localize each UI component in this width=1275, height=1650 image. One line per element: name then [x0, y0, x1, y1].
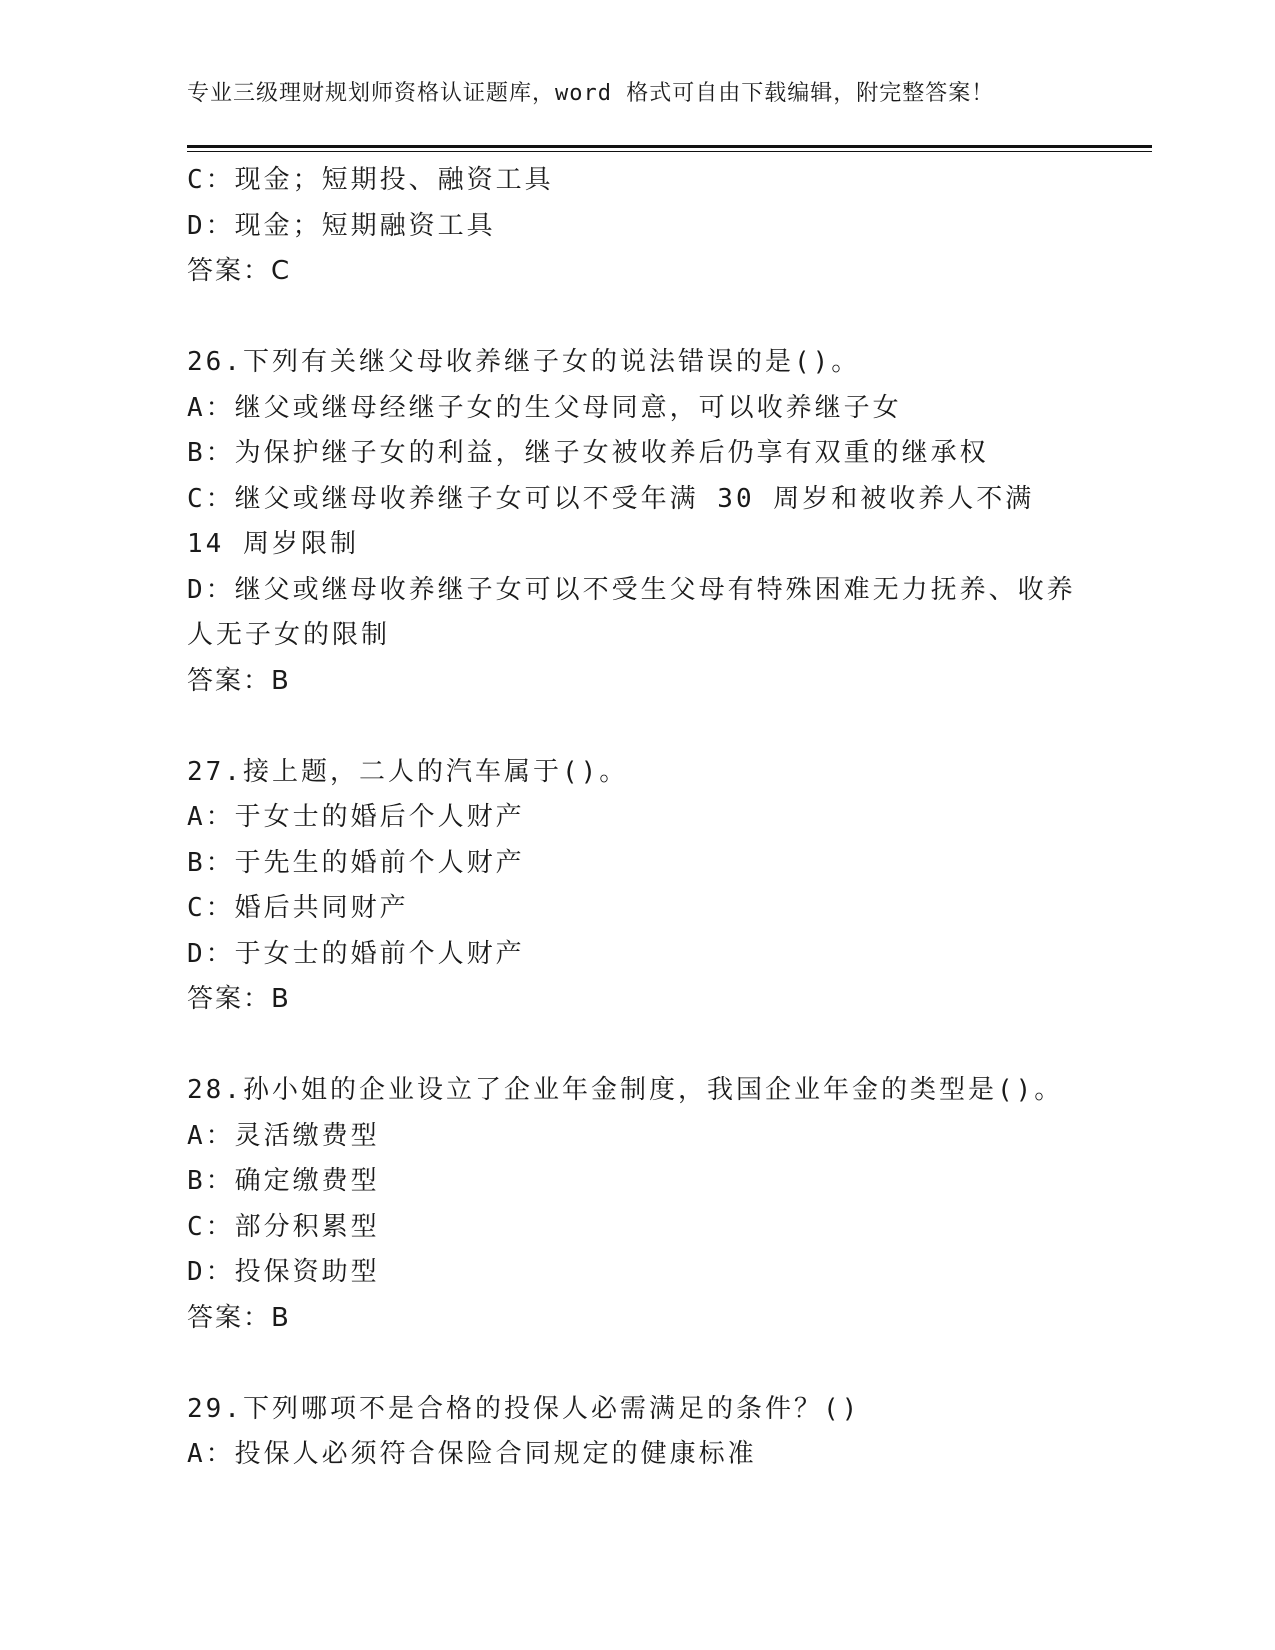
option-d: D：现金；短期融资工具	[187, 210, 496, 241]
question-block-25	[187, 158, 1077, 295]
block-spacer	[187, 1023, 1077, 1069]
option-b: B：为保护继子女的利益，继子女被收养后仍享有双重的继承权	[187, 438, 989, 468]
question-block-26	[187, 340, 1077, 704]
option-a: A：于女士的婚后个人财产	[187, 802, 525, 832]
option-c: C：部分积累型	[187, 1211, 380, 1242]
option-c: C：继父或继母收养继子女可以不受年满 30 周岁和被收养人不满 14 周岁限制	[187, 483, 1035, 559]
option-a: A：投保人必须符合保险合同规定的健康标准	[187, 1439, 757, 1469]
option-b: B：确定缴费型	[187, 1166, 380, 1196]
page-header: 专业三级理财规划师资格认证题库，word 格式可自由下载编辑，附完整答案！	[187, 81, 995, 106]
question-text: 27.接上题，二人的汽车属于()。	[187, 756, 629, 787]
question-block-28	[187, 1068, 1077, 1341]
header-rule-thin	[187, 151, 1152, 152]
option-a: A：灵活缴费型	[187, 1120, 380, 1151]
question-list	[187, 158, 1077, 1478]
question-block-27	[187, 750, 1077, 1023]
option-d: D：投保资助型	[187, 1257, 380, 1287]
option-c: C：现金；短期投、融资工具	[187, 165, 554, 195]
answer-line: 答案：B	[187, 984, 291, 1014]
option-b: B：于先生的婚前个人财产	[187, 847, 525, 878]
block-spacer	[187, 295, 1077, 341]
answer-line: 答案：C	[187, 256, 292, 286]
block-spacer	[187, 704, 1077, 750]
block-spacer	[187, 1341, 1077, 1387]
option-a: A：继父或继母经继子女的生父母同意，可以收养继子女	[187, 392, 902, 423]
question-text: 28.孙小姐的企业设立了企业年金制度，我国企业年金的类型是()。	[187, 1075, 1064, 1105]
option-c: C：婚后共同财产	[187, 893, 409, 923]
question-text: 29.下列哪项不是合格的投保人必需满足的条件？()	[187, 1393, 861, 1424]
answer-line: 答案：B	[187, 1302, 291, 1333]
answer-line: 答案：B	[187, 665, 291, 696]
header-rule-thick	[187, 145, 1152, 148]
question-text: 26.下列有关继父母收养继子女的说法错误的是()。	[187, 347, 861, 377]
option-d: D：于女士的婚前个人财产	[187, 938, 525, 969]
option-d: D：继父或继母收养继子女可以不受生父母有特殊困难无力抚养、收养人无子女的限制	[187, 574, 1076, 650]
question-block-29	[187, 1387, 1077, 1478]
